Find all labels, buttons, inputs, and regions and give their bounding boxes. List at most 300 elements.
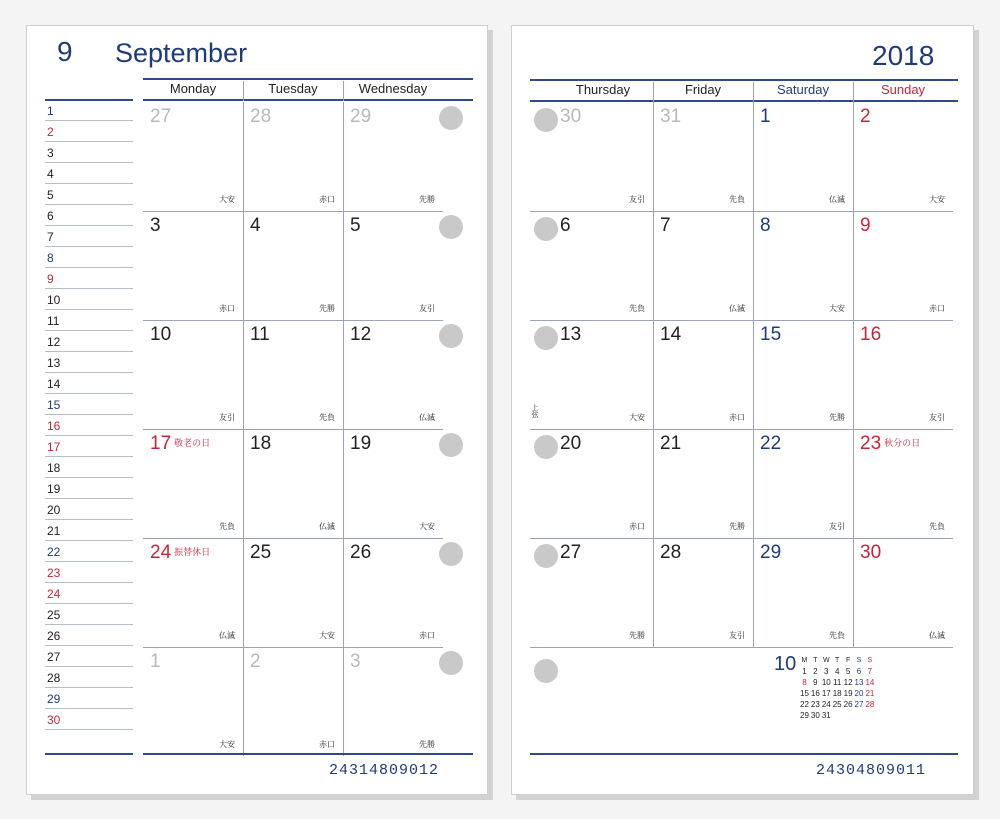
day-number	[660, 324, 681, 346]
day-divider	[853, 320, 854, 429]
day-divider	[853, 429, 854, 538]
rokuyo-label: 友引	[629, 195, 645, 204]
day-list-line	[45, 372, 133, 373]
day-list-line	[45, 309, 133, 310]
day-number	[760, 433, 781, 455]
day-cell	[853, 429, 953, 538]
day-number-text: 26	[350, 542, 372, 563]
day-cell	[553, 320, 653, 429]
day-list-number: 10	[47, 293, 61, 307]
day-number-text: 27	[150, 106, 172, 127]
day-divider	[243, 211, 244, 320]
rokuyo-label: 大安	[219, 195, 235, 204]
mini-day: 18	[832, 689, 842, 698]
day-list-line	[45, 246, 133, 247]
day-list-number: 11	[47, 314, 60, 328]
mini-weekday: S	[867, 657, 873, 664]
day-number-text: 5	[350, 215, 361, 236]
day-list-number: 1	[47, 104, 54, 118]
day-divider	[243, 320, 244, 429]
day-cell	[343, 647, 443, 756]
day-list-number: 13	[47, 356, 61, 370]
day-number	[560, 542, 581, 564]
day-list-line	[45, 435, 133, 436]
day-cell	[343, 211, 443, 320]
day-cell	[853, 211, 953, 320]
day-cell	[343, 538, 443, 647]
rokuyo-label: 大安	[929, 195, 945, 204]
day-number-text: 15	[760, 324, 782, 345]
rokuyo-label: 仏滅	[929, 631, 945, 640]
day-list-line	[45, 183, 133, 184]
day-list-number: 19	[47, 482, 61, 496]
day-list-number: 6	[47, 209, 54, 223]
day-number-text: 2	[860, 106, 871, 127]
mini-day	[864, 710, 875, 721]
mini-day: 19	[843, 689, 853, 698]
day-list-line	[45, 645, 133, 646]
day-number-text: 1	[150, 651, 161, 672]
day-divider	[753, 429, 754, 538]
week-divider-extension	[530, 211, 553, 212]
binder-hole	[534, 326, 558, 350]
day-number-text: 10	[150, 324, 172, 345]
day-cell	[243, 102, 343, 211]
day-list-line	[45, 288, 133, 289]
day-number	[250, 324, 270, 346]
day-number	[250, 651, 261, 673]
mini-calendar-week	[799, 688, 875, 699]
day-list-line	[45, 540, 133, 541]
day-list-line	[45, 519, 133, 520]
mini-calendar-week	[799, 710, 875, 721]
day-number-text: 18	[250, 433, 272, 454]
weekday-header: Monday	[169, 81, 217, 96]
day-number	[150, 651, 161, 673]
binder-hole	[439, 324, 463, 348]
day-list-number: 24	[47, 587, 61, 601]
day-divider	[243, 647, 244, 756]
binder-hole	[439, 651, 463, 675]
day-cell	[753, 102, 853, 211]
day-list-number: 29	[47, 692, 61, 706]
rokuyo-label: 先勝	[419, 740, 435, 749]
day-number	[350, 324, 371, 346]
day-list-number: 7	[47, 230, 54, 244]
day-number	[860, 324, 881, 346]
mini-weekday: W	[822, 657, 830, 664]
day-number	[860, 433, 920, 455]
rokuyo-label: 先負	[219, 522, 235, 531]
day-list-number: 17	[47, 440, 61, 454]
page-code: 24314809012	[329, 762, 440, 779]
rokuyo-label: 先勝	[829, 413, 845, 422]
day-number-text: 30	[560, 106, 582, 127]
mini-weekday: M	[801, 657, 808, 664]
day-list-number: 25	[47, 608, 61, 622]
rokuyo-label: 友引	[419, 304, 435, 313]
week-divider	[143, 429, 443, 430]
day-cell	[243, 211, 343, 320]
day-divider	[343, 538, 344, 647]
grid-top-rule	[530, 79, 958, 81]
day-list-number: 4	[47, 167, 54, 181]
day-divider	[343, 320, 344, 429]
mini-weekday: S	[856, 657, 862, 664]
day-number-text: 29	[350, 106, 372, 127]
day-number-text: 8	[760, 215, 771, 236]
day-list-line	[45, 120, 133, 121]
mini-day: 5	[845, 667, 851, 676]
day-number-text: 21	[660, 433, 682, 454]
rokuyo-label: 友引	[829, 522, 845, 531]
day-list-number: 12	[47, 335, 61, 349]
day-list-number: 14	[47, 377, 61, 391]
day-divider	[343, 647, 344, 756]
mini-weekday: T	[813, 657, 818, 664]
rokuyo-label: 先負	[319, 413, 335, 422]
day-number	[860, 106, 871, 128]
mini-day: 11	[833, 678, 842, 687]
week-divider-extension	[530, 647, 553, 648]
day-number	[250, 542, 271, 564]
mini-day: 26	[843, 700, 853, 709]
day-list-line	[45, 393, 133, 394]
binder-hole	[439, 106, 463, 130]
binder-hole	[439, 215, 463, 239]
day-divider	[343, 429, 344, 538]
day-number	[560, 324, 581, 346]
rokuyo-label: 大安	[629, 413, 645, 422]
grid-top-rule	[143, 78, 473, 80]
mini-day: 22	[800, 700, 809, 709]
day-cell	[853, 102, 953, 211]
day-number-text: 19	[350, 433, 372, 454]
week-divider	[143, 320, 443, 321]
week-divider	[143, 647, 443, 648]
day-list-line	[45, 477, 133, 478]
weekday-header: Sunday	[880, 82, 926, 97]
mini-day: 31	[821, 711, 831, 720]
day-cell	[143, 211, 243, 320]
rokuyo-label: 仏滅	[729, 304, 745, 313]
day-number-text: 30	[860, 542, 882, 563]
day-number	[350, 215, 361, 237]
week-divider	[143, 538, 443, 539]
weekday-header: Saturday	[776, 82, 830, 97]
day-number	[760, 542, 781, 564]
day-list-number: 18	[47, 461, 61, 475]
rokuyo-label: 仏滅	[419, 413, 435, 422]
year-label: 2018	[872, 40, 935, 71]
rokuyo-label: 友引	[929, 413, 945, 422]
day-cell	[553, 102, 653, 211]
day-cell	[753, 211, 853, 320]
day-cell	[553, 211, 653, 320]
day-number-text: 25	[250, 542, 272, 563]
day-number-text: 2	[250, 651, 261, 672]
mini-day: 17	[821, 689, 831, 698]
holiday-name: 秋分の日	[884, 438, 921, 448]
day-list-line	[45, 330, 133, 331]
day-cell	[853, 538, 953, 647]
day-list-number: 28	[47, 671, 61, 685]
day-cell	[653, 211, 753, 320]
mini-day: 29	[800, 711, 809, 720]
day-number	[660, 106, 681, 128]
day-list-line	[45, 162, 133, 163]
day-cell	[753, 320, 853, 429]
rokuyo-label: 赤口	[419, 631, 435, 640]
day-cell	[143, 320, 243, 429]
day-divider	[753, 211, 754, 320]
weekday-header: Friday	[684, 82, 722, 97]
day-list-line	[45, 687, 133, 688]
day-cell	[143, 102, 243, 211]
mini-day: 8	[802, 678, 807, 687]
weekday-header: Tuesday	[268, 81, 318, 96]
day-cell	[853, 320, 953, 429]
day-list-line	[45, 561, 133, 562]
day-cell	[653, 320, 753, 429]
day-list-number: 2	[47, 125, 54, 139]
day-divider	[243, 429, 244, 538]
mini-day: 6	[856, 667, 862, 676]
day-number	[250, 106, 271, 128]
day-number	[660, 433, 681, 455]
week-divider-extension	[530, 429, 553, 430]
header-divider	[343, 81, 344, 101]
day-number-text: 28	[660, 542, 682, 563]
mini-day: 10	[821, 678, 831, 687]
grid-bottom-rule	[143, 753, 473, 755]
mini-day: 25	[832, 700, 842, 709]
day-list-number: 5	[47, 188, 54, 202]
day-divider	[753, 538, 754, 647]
mini-day: 13	[854, 678, 864, 687]
rokuyo-label: 大安	[319, 631, 335, 640]
rokuyo-label: 友引	[219, 413, 235, 422]
grid-bottom-rule	[530, 753, 958, 755]
day-cell	[753, 429, 853, 538]
day-divider	[343, 102, 344, 211]
mini-weekday: T	[835, 657, 840, 664]
day-number-text: 16	[860, 324, 882, 345]
mini-calendar	[799, 655, 875, 721]
day-number-text: 13	[560, 324, 582, 345]
day-number	[150, 215, 161, 237]
day-cell	[243, 538, 343, 647]
day-number-text: 31	[660, 106, 682, 127]
mini-weekday: F	[845, 657, 851, 664]
rokuyo-label: 仏滅	[829, 195, 845, 204]
day-cell	[653, 429, 753, 538]
rokuyo-label: 先勝	[419, 195, 435, 204]
rokuyo-label: 赤口	[219, 304, 235, 313]
binder-hole	[534, 217, 558, 241]
mini-day: 16	[810, 689, 820, 698]
rokuyo-label: 大安	[419, 522, 435, 531]
day-number	[350, 651, 361, 673]
day-number	[250, 433, 271, 455]
page-code: 24304809011	[816, 762, 927, 779]
mini-day: 7	[867, 667, 873, 676]
week-divider-extension	[530, 320, 553, 321]
day-list-line	[45, 498, 133, 499]
day-list-number: 23	[47, 566, 61, 580]
day-cell	[343, 102, 443, 211]
mini-day: 12	[843, 678, 853, 687]
week-divider-extension	[530, 538, 553, 539]
header-divider	[653, 82, 654, 102]
mini-calendar-week	[799, 677, 875, 688]
day-list-line	[45, 267, 133, 268]
day-number-text: 9	[860, 215, 871, 236]
day-number	[560, 433, 581, 455]
day-number	[760, 324, 781, 346]
weekday-header: Thursday	[575, 82, 631, 97]
rokuyo-label: 先勝	[629, 631, 645, 640]
binder-hole	[439, 433, 463, 457]
day-number-text: 28	[250, 106, 272, 127]
day-number	[660, 215, 671, 237]
day-list-line	[45, 351, 133, 352]
day-number	[860, 542, 881, 564]
rokuyo-label: 先負	[629, 304, 645, 313]
day-number	[150, 542, 210, 564]
day-divider	[653, 538, 654, 647]
mini-day: 20	[854, 689, 864, 698]
day-cell	[143, 538, 243, 647]
day-number-text: 3	[350, 651, 361, 672]
rokuyo-label: 赤口	[319, 195, 335, 204]
rokuyo-label: 赤口	[629, 522, 645, 531]
day-number	[350, 106, 371, 128]
day-number-text: 12	[350, 324, 372, 345]
day-number	[760, 106, 771, 128]
left-planner-page	[26, 25, 488, 795]
day-number-text: 3	[150, 215, 161, 236]
day-divider	[653, 429, 654, 538]
day-list-number: 15	[47, 398, 61, 412]
grid-header-rule	[143, 99, 473, 101]
binder-hole	[534, 108, 558, 132]
mini-day	[843, 710, 854, 721]
holiday-name: 敬老の日	[174, 438, 211, 448]
mini-calendar-week	[799, 699, 875, 710]
day-cell	[553, 429, 653, 538]
day-list-number: 27	[47, 650, 61, 664]
mini-day: 14	[865, 678, 875, 687]
day-list-number: 21	[47, 524, 61, 538]
day-number	[760, 215, 771, 237]
binder-hole	[534, 659, 558, 683]
header-divider	[753, 82, 754, 102]
holiday-name: 振替休日	[174, 547, 211, 557]
day-number-text: 22	[760, 433, 782, 454]
day-divider	[243, 538, 244, 647]
header-divider	[853, 82, 854, 102]
week-divider	[143, 211, 443, 212]
day-cell	[343, 320, 443, 429]
day-list-line	[45, 141, 133, 142]
mini-day: 15	[800, 689, 809, 698]
day-list-number: 9	[47, 272, 54, 286]
rokuyo-label: 先負	[729, 195, 745, 204]
mini-day: 1	[802, 667, 807, 676]
day-divider	[853, 538, 854, 647]
day-divider	[853, 211, 854, 320]
day-cell	[753, 538, 853, 647]
day-number-text: 24	[150, 542, 172, 563]
day-divider	[753, 102, 754, 211]
day-list-top-rule	[45, 99, 133, 101]
month-number: 9	[57, 36, 73, 67]
day-divider	[653, 102, 654, 211]
day-cell	[243, 647, 343, 756]
day-list-number: 20	[47, 503, 61, 517]
day-cell	[143, 429, 243, 538]
day-number-text: 4	[250, 215, 261, 236]
day-list-line	[45, 414, 133, 415]
day-list-line	[45, 225, 133, 226]
month-name: September	[115, 38, 248, 68]
day-list-number: 8	[47, 251, 54, 265]
day-list-number: 22	[47, 545, 61, 559]
mini-day: 2	[813, 667, 818, 676]
day-number-text: 6	[560, 215, 571, 236]
rokuyo-label: 先勝	[319, 304, 335, 313]
week-divider	[553, 647, 953, 648]
day-list-line	[45, 204, 133, 205]
day-number-text: 23	[860, 433, 882, 454]
mini-day: 4	[834, 667, 840, 676]
day-number-text: 20	[560, 433, 582, 454]
mini-day: 3	[824, 667, 829, 676]
day-list-line	[45, 456, 133, 457]
right-planner-page	[511, 25, 974, 795]
mini-day	[832, 710, 843, 721]
mini-calendar-month: 10	[774, 653, 797, 675]
day-number	[150, 324, 171, 346]
day-cell	[243, 320, 343, 429]
day-divider	[343, 211, 344, 320]
day-number	[350, 542, 371, 564]
rokuyo-label: 友引	[729, 631, 745, 640]
rokuyo-label: 赤口	[319, 740, 335, 749]
mini-day: 27	[854, 700, 864, 709]
day-cell	[243, 429, 343, 538]
binder-hole	[439, 542, 463, 566]
day-cell	[143, 647, 243, 756]
day-number	[250, 215, 261, 237]
mini-calendar-header-row	[799, 655, 875, 666]
mini-day: 23	[810, 700, 820, 709]
day-list-number: 30	[47, 713, 61, 727]
mini-day: 28	[865, 700, 875, 709]
day-number-text: 27	[560, 542, 582, 563]
day-number-text: 14	[660, 324, 682, 345]
mini-day: 9	[813, 678, 818, 687]
day-number	[560, 106, 581, 128]
day-number-text: 29	[760, 542, 782, 563]
binder-hole	[534, 435, 558, 459]
day-cell	[343, 429, 443, 538]
day-divider	[753, 320, 754, 429]
mini-day: 30	[810, 711, 820, 720]
day-list-line	[45, 603, 133, 604]
weekday-header: Wednesday	[358, 81, 428, 96]
